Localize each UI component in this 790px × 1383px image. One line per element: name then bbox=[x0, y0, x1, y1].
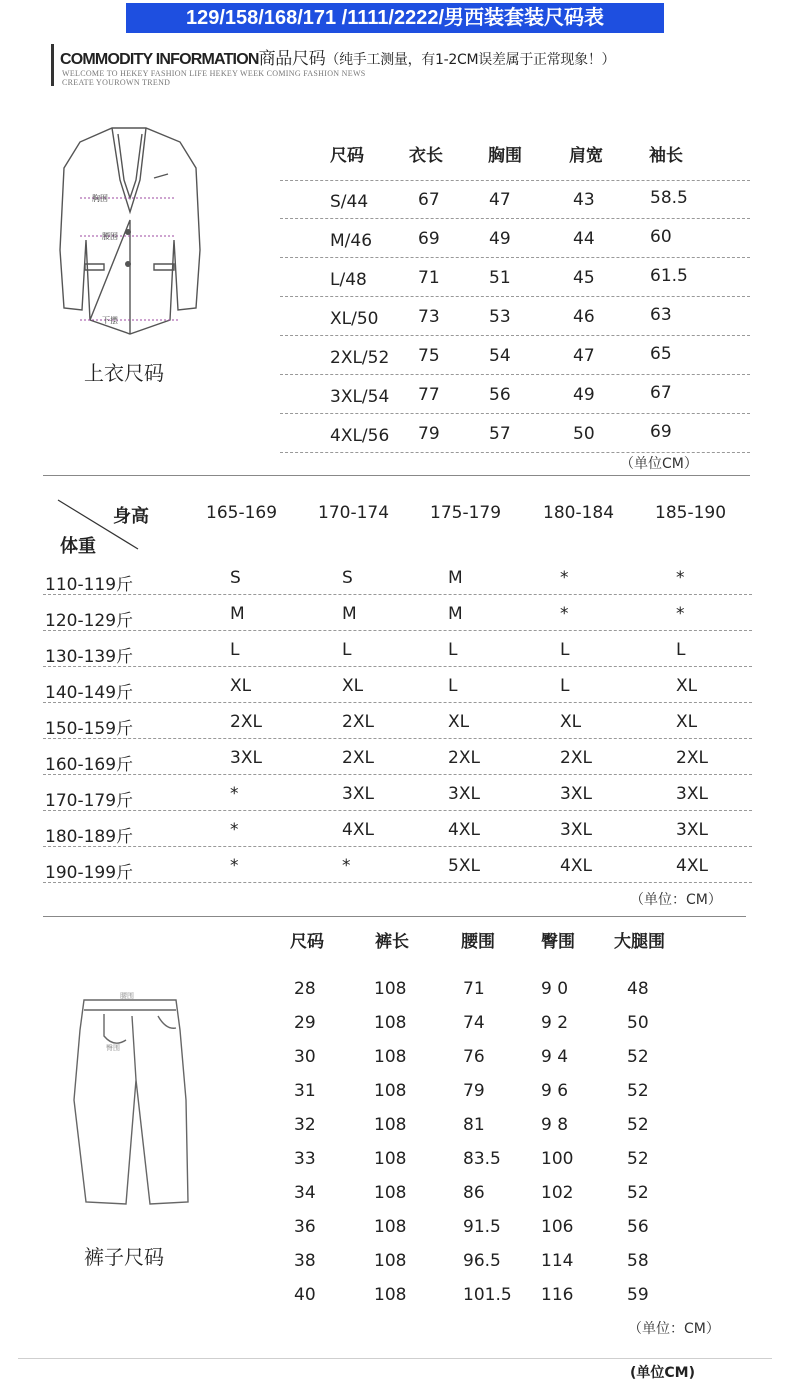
fit-size-cell: 3XL bbox=[342, 784, 374, 804]
jacket-label-hem: 下摆 bbox=[102, 316, 118, 325]
fit-size-cell: L bbox=[560, 640, 570, 660]
pants-cell-hip: 9 0 bbox=[541, 979, 569, 999]
jacket-cell-shoulder: 49 bbox=[573, 385, 595, 405]
fit-size-cell: 3XL bbox=[560, 784, 592, 804]
header-accent-bar bbox=[51, 44, 54, 86]
jacket-cell-length: 73 bbox=[418, 307, 440, 327]
pants-cell-length: 108 bbox=[374, 1013, 407, 1033]
fit-size-cell: L bbox=[448, 676, 458, 696]
fit-row-divider bbox=[43, 738, 752, 739]
pants-cell-waist: 101.5 bbox=[463, 1285, 512, 1305]
pants-cell-size: 40 bbox=[294, 1285, 316, 1305]
fit-weight-label: 150-159斤 bbox=[45, 719, 134, 739]
pants-cell-hip: 106 bbox=[541, 1217, 574, 1237]
pants-cell-thigh: 52 bbox=[627, 1149, 649, 1169]
jacket-cell-sleeve: 63 bbox=[650, 305, 672, 325]
pants-cell-thigh: 59 bbox=[627, 1285, 649, 1305]
fit-weight-label: 130-139斤 bbox=[45, 647, 134, 667]
pants-cell-hip: 100 bbox=[541, 1149, 574, 1169]
pants-header-waist: 腰围 bbox=[461, 932, 495, 952]
fit-weight-label: 160-169斤 bbox=[45, 755, 134, 775]
divider-2 bbox=[43, 916, 746, 917]
pants-cell-size: 36 bbox=[294, 1217, 316, 1237]
pants-diagram bbox=[66, 990, 196, 1212]
jacket-cell-chest: 54 bbox=[489, 346, 511, 366]
fit-size-cell: XL bbox=[342, 676, 364, 696]
jacket-cell-length: 67 bbox=[418, 190, 440, 210]
fit-size-cell: L bbox=[342, 640, 352, 660]
jacket-cell-size: M/46 bbox=[330, 231, 373, 251]
pants-cell-thigh: 50 bbox=[627, 1013, 649, 1033]
pants-cell-hip: 9 4 bbox=[541, 1047, 569, 1067]
jacket-section-label: 上衣尺码 bbox=[84, 361, 164, 385]
jacket-row-divider bbox=[280, 218, 750, 219]
fit-size-cell: XL bbox=[676, 712, 698, 732]
header-subtitle-1: WELCOME TO HEKEY FASHION LIFE HEKEY WEEK COMING FASHION NEWS bbox=[62, 69, 366, 78]
pants-cell-hip: 114 bbox=[541, 1251, 574, 1271]
fit-size-cell: S bbox=[230, 568, 241, 588]
fit-unit: （单位：CM） bbox=[630, 892, 722, 908]
jacket-cell-sleeve: 60 bbox=[650, 227, 672, 247]
fit-size-cell: XL bbox=[560, 712, 582, 732]
pants-cell-waist: 91.5 bbox=[463, 1217, 501, 1237]
jacket-label-waist: 腰围 bbox=[102, 232, 118, 241]
fit-size-cell: 2XL bbox=[342, 748, 374, 768]
jacket-cell-chest: 47 bbox=[489, 190, 511, 210]
pants-header-thigh: 大腿围 bbox=[614, 932, 665, 952]
jacket-cell-length: 71 bbox=[418, 268, 440, 288]
pants-cell-thigh: 48 bbox=[627, 979, 649, 999]
fit-weight-label: 190-199斤 bbox=[45, 863, 134, 883]
pants-cell-size: 29 bbox=[294, 1013, 316, 1033]
fit-corner-weight: 体重 bbox=[60, 536, 96, 557]
jacket-cell-size: L/48 bbox=[330, 270, 367, 290]
fit-height-header: 170-174 bbox=[318, 503, 390, 523]
fit-size-cell: L bbox=[676, 640, 686, 660]
pants-cell-length: 108 bbox=[374, 1081, 407, 1101]
fit-size-cell: XL bbox=[230, 676, 252, 696]
pants-cell-waist: 76 bbox=[463, 1047, 485, 1067]
fit-row-divider bbox=[43, 882, 752, 883]
fit-size-cell: 4XL bbox=[448, 820, 480, 840]
pants-cell-hip: 102 bbox=[541, 1183, 574, 1203]
jacket-row-divider bbox=[280, 296, 750, 297]
jacket-cell-sleeve: 67 bbox=[650, 383, 672, 403]
title-en: COMMODITY INFORMATION bbox=[60, 51, 259, 68]
fit-size-cell: 5XL bbox=[448, 856, 480, 876]
fit-corner-height: 身高 bbox=[113, 506, 149, 527]
jacket-header-sleeve: 袖长 bbox=[649, 146, 683, 166]
pants-cell-thigh: 56 bbox=[627, 1217, 649, 1237]
jacket-cell-shoulder: 45 bbox=[573, 268, 595, 288]
jacket-cell-length: 69 bbox=[418, 229, 440, 249]
fit-weight-label: 170-179斤 bbox=[45, 791, 134, 811]
header-subtitle-2: CREATE YOUROWN TREND bbox=[62, 78, 171, 87]
fit-size-cell: 4XL bbox=[560, 856, 592, 876]
fit-row-divider bbox=[43, 666, 752, 667]
fit-size-cell: M bbox=[448, 604, 463, 624]
pants-cell-length: 108 bbox=[374, 1285, 407, 1305]
jacket-cell-chest: 51 bbox=[489, 268, 511, 288]
fit-size-cell: M bbox=[230, 604, 245, 624]
pants-cell-waist: 83.5 bbox=[463, 1149, 501, 1169]
fit-size-cell: 3XL bbox=[560, 820, 592, 840]
fit-size-cell: * bbox=[560, 604, 569, 624]
fit-size-cell: M bbox=[448, 568, 463, 588]
fit-row-divider bbox=[43, 774, 752, 775]
jacket-row-divider bbox=[280, 335, 750, 336]
fit-height-header: 175-179 bbox=[430, 503, 502, 523]
fit-size-cell: XL bbox=[676, 676, 698, 696]
jacket-label-chest: 胸围 bbox=[92, 194, 108, 203]
page-banner: 129/158/168/171 /1111/2222/男西装套装尺码表 bbox=[126, 3, 664, 33]
jacket-diagram bbox=[50, 120, 210, 340]
pants-cell-waist: 96.5 bbox=[463, 1251, 501, 1271]
jacket-cell-length: 77 bbox=[418, 385, 440, 405]
jacket-cell-shoulder: 47 bbox=[573, 346, 595, 366]
pants-cell-hip: 9 8 bbox=[541, 1115, 569, 1135]
pants-cell-thigh: 52 bbox=[627, 1081, 649, 1101]
fit-size-cell: 2XL bbox=[676, 748, 708, 768]
fit-size-cell: 2XL bbox=[230, 712, 262, 732]
divider-3 bbox=[18, 1358, 772, 1359]
fit-size-cell: S bbox=[342, 568, 353, 588]
pants-cell-size: 30 bbox=[294, 1047, 316, 1067]
jacket-cell-chest: 57 bbox=[489, 424, 511, 444]
fit-height-header: 165-169 bbox=[206, 503, 278, 523]
jacket-cell-size: 3XL/54 bbox=[330, 387, 390, 407]
fit-row-divider bbox=[43, 594, 752, 595]
fit-size-cell: 3XL bbox=[676, 784, 708, 804]
jacket-cell-shoulder: 43 bbox=[573, 190, 595, 210]
fit-size-cell: * bbox=[230, 820, 239, 840]
jacket-row-divider bbox=[280, 180, 750, 181]
fit-size-cell: 2XL bbox=[342, 712, 374, 732]
pants-cell-length: 108 bbox=[374, 1115, 407, 1135]
fit-size-cell: L bbox=[230, 640, 240, 660]
pants-cell-waist: 81 bbox=[463, 1115, 485, 1135]
pants-cell-thigh: 52 bbox=[627, 1047, 649, 1067]
jacket-cell-shoulder: 46 bbox=[573, 307, 595, 327]
fit-size-cell: 3XL bbox=[676, 820, 708, 840]
pants-cell-length: 108 bbox=[374, 1217, 407, 1237]
pants-cell-thigh: 52 bbox=[627, 1115, 649, 1135]
fit-row-divider bbox=[43, 846, 752, 847]
fit-weight-label: 120-129斤 bbox=[45, 611, 134, 631]
jacket-header-size: 尺码 bbox=[330, 146, 364, 166]
fit-size-cell: 3XL bbox=[448, 784, 480, 804]
fit-row-divider bbox=[43, 810, 752, 811]
pants-header-hip: 臀围 bbox=[541, 932, 575, 952]
fit-height-header: 185-190 bbox=[655, 503, 727, 523]
fit-size-cell: L bbox=[560, 676, 570, 696]
pants-cell-length: 108 bbox=[374, 979, 407, 999]
header-title bbox=[60, 44, 615, 69]
jacket-cell-length: 75 bbox=[418, 346, 440, 366]
pants-cell-hip: 9 2 bbox=[541, 1013, 569, 1033]
pants-section-label: 裤子尺码 bbox=[84, 1245, 164, 1269]
jacket-cell-size: S/44 bbox=[330, 192, 369, 212]
pants-unit: （单位：CM） bbox=[628, 1321, 720, 1337]
jacket-cell-chest: 53 bbox=[489, 307, 511, 327]
pants-label-hip: 臀围 bbox=[106, 1044, 120, 1052]
fit-weight-label: 140-149斤 bbox=[45, 683, 134, 703]
jacket-cell-shoulder: 44 bbox=[573, 229, 595, 249]
pants-cell-size: 32 bbox=[294, 1115, 316, 1135]
pants-cell-size: 34 bbox=[294, 1183, 316, 1203]
footer-unit: (单位CM) bbox=[630, 1365, 696, 1381]
fit-size-cell: * bbox=[676, 568, 685, 588]
pants-cell-thigh: 58 bbox=[627, 1251, 649, 1271]
pants-cell-length: 108 bbox=[374, 1251, 407, 1271]
pants-cell-length: 108 bbox=[374, 1047, 407, 1067]
pants-cell-waist: 71 bbox=[463, 979, 485, 999]
jacket-row-divider bbox=[280, 413, 750, 414]
pants-cell-hip: 116 bbox=[541, 1285, 574, 1305]
fit-size-cell: * bbox=[230, 784, 239, 804]
jacket-header-length: 衣长 bbox=[409, 146, 443, 166]
fit-size-cell: * bbox=[230, 856, 239, 876]
fit-size-cell: M bbox=[342, 604, 357, 624]
jacket-cell-size: 4XL/56 bbox=[330, 426, 390, 446]
fit-size-cell: 2XL bbox=[448, 748, 480, 768]
jacket-cell-length: 79 bbox=[418, 424, 440, 444]
jacket-cell-chest: 56 bbox=[489, 385, 511, 405]
pants-cell-length: 108 bbox=[374, 1183, 407, 1203]
pants-cell-waist: 86 bbox=[463, 1183, 485, 1203]
pants-cell-size: 33 bbox=[294, 1149, 316, 1169]
pants-cell-waist: 74 bbox=[463, 1013, 485, 1033]
jacket-unit: （单位CM） bbox=[620, 456, 698, 472]
jacket-header-chest: 胸围 bbox=[488, 146, 522, 166]
pants-cell-thigh: 52 bbox=[627, 1183, 649, 1203]
fit-size-cell: * bbox=[560, 568, 569, 588]
fit-weight-label: 110-119斤 bbox=[45, 575, 134, 595]
jacket-cell-size: XL/50 bbox=[330, 309, 379, 329]
jacket-cell-sleeve: 61.5 bbox=[650, 266, 688, 286]
jacket-cell-sleeve: 58.5 bbox=[650, 188, 688, 208]
jacket-header-shoulder: 肩宽 bbox=[569, 146, 603, 166]
pants-header-size: 尺码 bbox=[290, 932, 324, 952]
fit-size-cell: * bbox=[342, 856, 351, 876]
fit-height-header: 180-184 bbox=[543, 503, 615, 523]
pants-cell-waist: 79 bbox=[463, 1081, 485, 1101]
title-note: （纯手工测量，有1-2CM误差属于正常现象！） bbox=[325, 52, 616, 68]
fit-weight-label: 180-189斤 bbox=[45, 827, 134, 847]
fit-size-cell: 3XL bbox=[230, 748, 262, 768]
fit-row-divider bbox=[43, 630, 752, 631]
jacket-row-divider bbox=[280, 257, 750, 258]
fit-size-cell: 4XL bbox=[676, 856, 708, 876]
pants-label-waist: 腰围 bbox=[120, 992, 134, 1000]
fit-size-cell: XL bbox=[448, 712, 470, 732]
pants-cell-hip: 9 6 bbox=[541, 1081, 569, 1101]
fit-size-cell: 4XL bbox=[342, 820, 374, 840]
pants-header-length: 裤长 bbox=[375, 932, 409, 952]
pants-cell-length: 108 bbox=[374, 1149, 407, 1169]
pants-cell-size: 38 bbox=[294, 1251, 316, 1271]
jacket-cell-sleeve: 65 bbox=[650, 344, 672, 364]
jacket-row-divider bbox=[280, 374, 750, 375]
pants-cell-size: 28 bbox=[294, 979, 316, 999]
title-cn: 商品尺码 bbox=[258, 49, 326, 69]
fit-row-divider bbox=[43, 702, 752, 703]
jacket-cell-shoulder: 50 bbox=[573, 424, 595, 444]
fit-size-cell: 2XL bbox=[560, 748, 592, 768]
divider-1 bbox=[43, 475, 750, 476]
jacket-cell-size: 2XL/52 bbox=[330, 348, 390, 368]
fit-size-cell: L bbox=[448, 640, 458, 660]
jacket-cell-sleeve: 69 bbox=[650, 422, 672, 442]
jacket-cell-chest: 49 bbox=[489, 229, 511, 249]
pants-cell-size: 31 bbox=[294, 1081, 316, 1101]
fit-size-cell: * bbox=[676, 604, 685, 624]
